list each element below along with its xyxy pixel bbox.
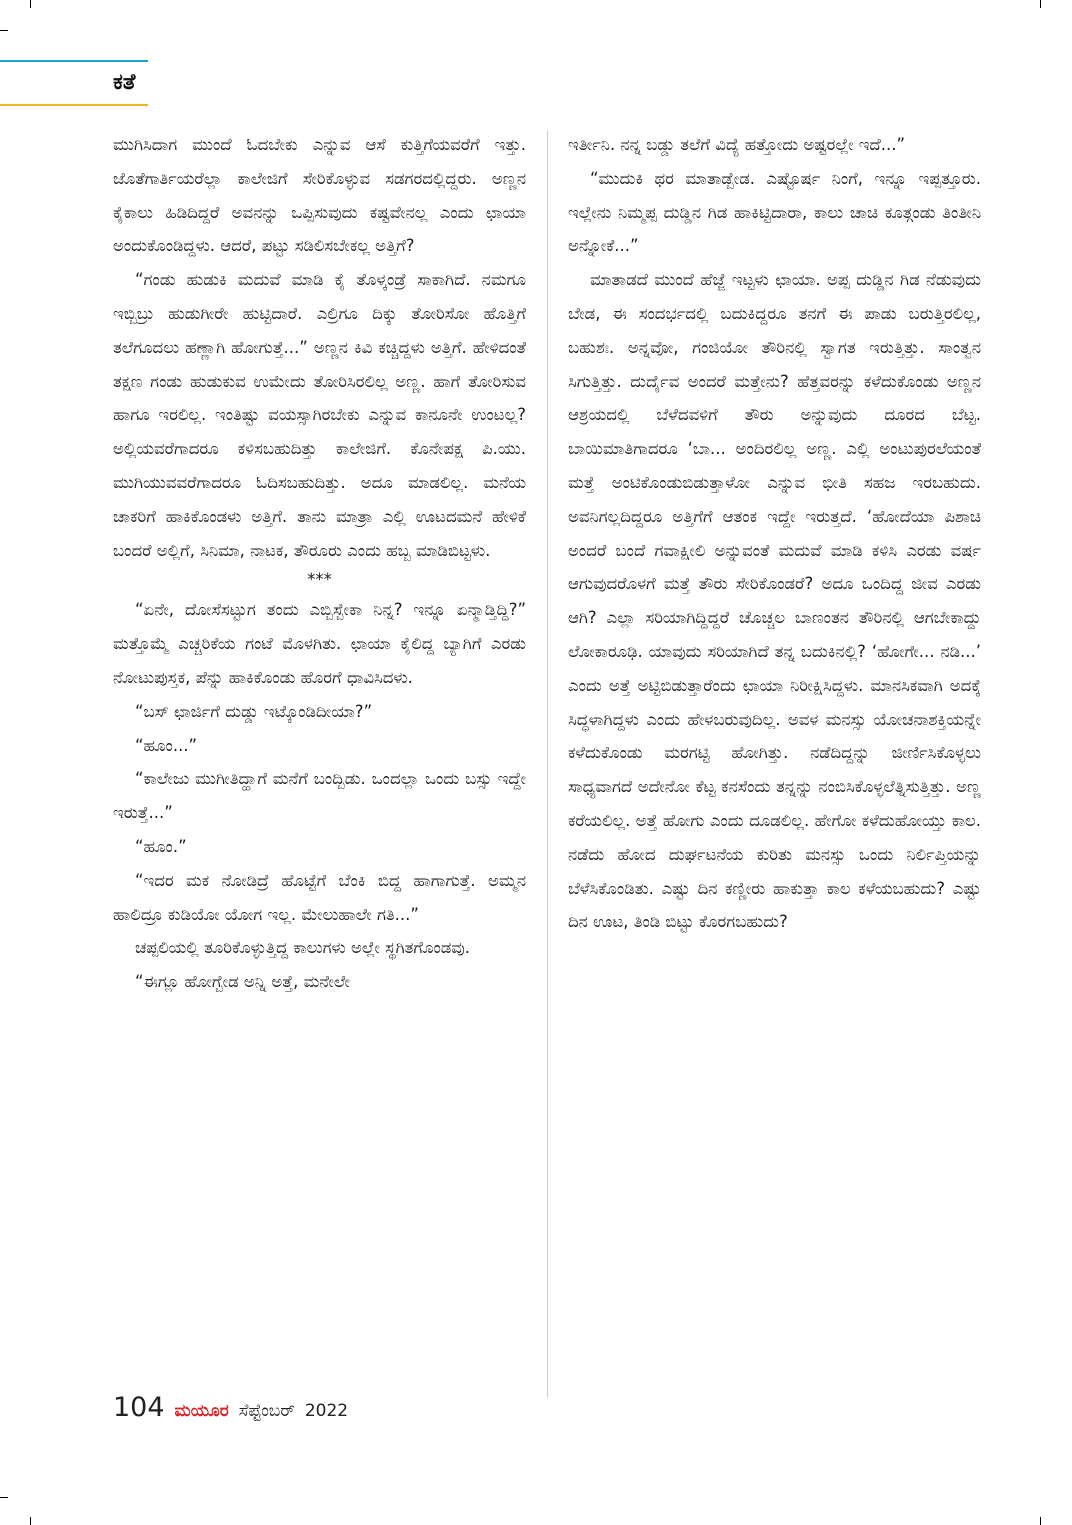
column-divider: [547, 130, 548, 1398]
paragraph: ಮುಗಿಸಿದಾಗ ಮುಂದೆ ಓದಬೇಕು ಎನ್ನುವ ಆಸೆ ಕುತ್ತಿಗೆಯವರೆಗೆ ಇತ್ತು. ಜೊತೆಗಾರ್ತಿಯರೆಲ್ಲಾ ಕಾಲೇಜಿಗೆ ಸೇರಿಕೊಳ್ಳುವ ಸಡಗರದಲ್ಲಿದ್ದರು. ಅಣ್ಣನ ಕೈಕಾಲು ಹಿಡಿದಿದ್ದರೆ ಅವನನ್ನು ಒಪ್ಪಿಸುವುದು ಕಷ್ಟವೇನಲ್ಲ ಎಂದು ಛಾಯಾ ಅಂದುಕೊಂಡಿದ್ದಳು. ಆದರೆ, ಪಟ್ಟು ಸಡಿಲಿಸಬೇಕಲ್ಲ ಅತ್ತಿಗೆ?: [113, 135, 526, 256]
section-rule-top: [0, 60, 148, 62]
paragraph: “ಇದರ ಮಕ ನೋಡಿದ್ರೆ ಹೊಟ್ಟೆಗೆ ಬೆಂಕಿ ಬಿದ್ದ ಹಾಗಾಗುತ್ತೆ. ಅಮ್ಮನ ಹಾಲಿದ್ರೂ ಕುಡಿಯೋ ಯೋಗ ಇಲ್ಲ. ಮೇಲುಹಾಲೇ ಗತಿ...”: [113, 870, 526, 924]
paragraph: “ಬಸ್ ಛಾರ್ಜಿಗೆ ದುಡ್ಡು ಇಟ್ಕೊಂಡಿದೀಯಾ?”: [135, 701, 373, 721]
page-number: 104: [113, 1392, 165, 1423]
crop-mark: [1040, 0, 1041, 8]
paragraph: “ಈಗ್ಲೂ ಹೋಗ್ಬೇಡ ಅನ್ನಿ ಅತ್ತೆ, ಮನೇಲೇ: [135, 972, 350, 992]
paragraph: “ಹೂಂ.”: [135, 836, 187, 856]
paragraph: ಚಪ್ಪಲಿಯಲ್ಲಿ ತೂರಿಕೊಳ್ಳುತ್ತಿದ್ದ ಕಾಲುಗಳು ಅಲ್ಲೇ ಸ್ಥಗಿತಗೊಂಡವು.: [135, 938, 470, 958]
paragraph: “ಗಂಡು ಹುಡುಕಿ ಮದುವೆ ಮಾಡಿ ಕೈ ತೊಳ್ಕಂಡ್ರೆ ಸಾಕಾಗಿದೆ. ನಮಗೂ ಇಬ್ಬಿಬ್ರು ಹುಡುಗೀರೇ ಹುಟ್ಟಿದಾರೆ. ಎಲ್ರಿಗೂ ದಿಕ್ಕು ತೋರಿಸೋ ಹೊತ್ತಿಗೆ ತಲೆಗೂದಲು ಹಣ್ಣಾಗಿ ಹೋಗುತ್ತೆ...” ಅಣ್ಣನ ಕಿವಿ ಕಚ್ಚಿದ್ದಳು ಅತ್ತಿಗೆ. ಹೇಳಿದಂತೆ ತಕ್ಷಣ ಗಂಡು ಹುಡುಕುವ ಉಮೇದು ತೋರಿಸಿರಲಿಲ್ಲ ಅಣ್ಣ. ಹಾಗೆ ತೋರಿಸುವ ಹಾಗೂ ಇರಲಿಲ್ಲ. ಇಂತಿಷ್ಟು ವಯಸ್ಸಾಗಿರಬೇಕು ಎನ್ನುವ ಕಾನೂನೇ ಉಂಟಲ್ಲ? ಅಲ್ಲಿಯವರೆಗಾದರೂ ಕಳಿಸಬಹುದಿತ್ತು ಕಾಲೇಜಿಗೆ. ಕೊನೇಪಕ್ಷ ಪಿ.ಯು. ಮುಗಿಯುವವರೆಗಾದರೂ ಓದಿಸಬಹುದಿತ್ತು. ಅದೂ ಮಾಡಲಿಲ್ಲ. ಮನೆಯ ಚಾಕರಿಗೆ ಹಾಕಿಕೊಂಡಳು ಅತ್ತಿಗೆ. ತಾನು ಮಾತ್ರಾ ಎಲ್ಲಿ ಊಟದಮನೆ ಹೇಳಿಕೆ ಬಂದರೆ ಅಲ್ಲಿಗೆ, ಸಿನಿಮಾ, ನಾಟಕ, ತೌರೂರು ಎಂದು ಹಬ್ಬ ಮಾಡಿಬಿಟ್ಟಳು.: [113, 270, 526, 560]
page-footer: [113, 1392, 348, 1423]
crop-mark: [30, 0, 31, 8]
crop-mark: [0, 30, 8, 31]
paragraph: ಇರ್ತೀನಿ. ನನ್ನ ಬಡ್ಡು ತಲೆಗೆ ವಿದ್ಯೆ ಹತ್ತೋದು ಅಷ್ಟರಲ್ಲೇ ಇದೆ...”: [568, 135, 906, 154]
section-rule-bottom: [0, 104, 148, 106]
paragraph: ಮಾತಾಡದೆ ಮುಂದೆ ಹೆಜ್ಜೆ ಇಟ್ಟಳು ಛಾಯಾ. ಅಪ್ಪ ದುಡ್ಡಿನ ಗಿಡ ನೆಡುವುದು ಬೇಡ, ಈ ಸಂದರ್ಭದಲ್ಲಿ ಬದುಕಿದ್ದರೂ ತನಗೆ ಈ ಪಾಡು ಬರುತ್ತಿರಲಿಲ್ಲ, ಬಹುಶಃ. ಅನ್ನವೋ, ಗಂಜಿಯೋ ತೌರಿನಲ್ಲಿ ಸ್ವಾಗತ ಇರುತ್ತಿತ್ತು. ಸಾಂತ್ವನ ಸಿಗುತ್ತಿತ್ತು. ದುರ್ದೈವ ಅಂದರೆ ಮತ್ತೇನು? ಹೆತ್ತವರನ್ನು ಕಳೆದುಕೊಂಡು ಅಣ್ಣನ ಆಶ್ರಯದಲ್ಲಿ ಬೆಳೆದವಳಿಗೆ ತೌರು ಅನ್ನುವುದು ದೂರದ ಬೆಟ್ಟ. ಬಾಯಿಮಾತಿಗಾದರೂ ‘ಬಾ... ಅಂದಿರಲಿಲ್ಲ ಅಣ್ಣ. ಎಲ್ಲಿ ಅಂಟುಪುರಲೆಯಂತೆ ಮತ್ತೆ ಅಂಟಿಕೊಂಡುಬಿಡುತ್ತಾಳೋ ಎನ್ನುವ ಭೀತಿ ಸಹಜ ಇರಬಹುದು. ಅವನಿಗಲ್ಲದಿದ್ದರೂ ಅತ್ತಿಗೆಗೆ ಆತಂಕ ಇದ್ದೇ ಇರುತ್ತದೆ. ‘ಹೋದೆಯಾ ಪಿಶಾಚಿ ಅಂದರೆ ಬಂದೆ ಗವಾಕ್ಷೀಲಿ ಅನ್ನುವಂತೆ ಮದುವೆ ಮಾಡಿ ಕಳಿಸಿ ಎರಡು ವರ್ಷ ಆಗುವುದರೊಳಗೆ ಮತ್ತೆ ತೌರು ಸೇರಿಕೊಂಡರೆ? ಅದೂ ಒಂದಿದ್ದ ಜೀವ ಎರಡು ಆಗಿ? ಎಲ್ಲಾ ಸರಿಯಾಗಿದ್ದಿದ್ದರೆ ಚೊಚ್ಚಲ ಬಾಣಂತನ ತೌರಿನಲ್ಲಿ ಆಗಬೇಕಾದ್ದು ಲೋಕಾರೂಢಿ. ಯಾವುದು ಸರಿಯಾಗಿದೆ ತನ್ನ ಬದುಕಿನಲ್ಲಿ? ‘ಹೋಗೇ... ನಡಿ...’ ಎಂದು ಅತ್ತೆ ಅಟ್ಟಿಬಿಡುತ್ತಾರೆಂದು ಛಾಯಾ ನಿರೀಕ್ಷಿಸಿದ್ದಳು. ಮಾನಸಿಕವಾಗಿ ಅದಕ್ಕೆ ಸಿದ್ಧಳಾಗಿದ್ದಳು ಎಂದು ಹೇಳಬರುವುದಿಲ್ಲ. ಅವಳ ಮನಸ್ಸು ಯೋಚನಾಶಕ್ತಿಯನ್ನೇ ಕಳೆದುಕೊಂಡು ಮರಗಟ್ಟಿ ಹೋಗಿತ್ತು. ನಡೆದಿದ್ದನ್ನು ಜೀರ್ಣಿಸಿಕೊಳ್ಳಲು ಸಾಧ್ಯವಾಗದೆ ಅದೇನೋ ಕೆಟ್ಟ ಕನಸೆಂದು ತನ್ನನ್ನು ನಂಬಿಸಿಕೊಳ್ಳಲೆತ್ನಿಸುತ್ತಿತ್ತು. ಅಣ್ಣ ಕರೆಯಲಿಲ್ಲ. ಅತ್ತೆ ಹೋಗು ಎಂದು ದೂಡಲಿಲ್ಲ. ಹೇಗೋ ಕಳೆದುಹೋಯ್ತು ಕಾಲ. ನಡೆದು ಹೋದ ದುರ್ಘಟನೆಯ ಕುರಿತು ಮನಸ್ಸು ಒಂದು ನಿರ್ಲಿಪ್ತಿಯನ್ನು ಬೆಳೆಸಿಕೊಂಡಿತು. ಎಷ್ಟು ದಿನ ಕಣ್ಣೀರು ಹಾಕುತ್ತಾ ಕಾಲ ಕಳೆಯಬಹುದು? ಎಷ್ಟು ದಿನ ಊಟ, ತಿಂಡಿ ಬಿಟ್ಟು ಕೊರಗಬಹುದು?: [568, 270, 981, 932]
paragraph: “ಮುದುಕಿ ಥರ ಮಾತಾಡ್ಬೇಡ. ಎಷ್ಟೊರ್ಷ ನಿಂಗೆ, ಇನ್ನೂ ಇಪ್ಪತ್ತೂರು. ಇಲ್ಲೇನು ನಿಮ್ಮಪ್ಪ ದುಡ್ಡಿನ ಗಿಡ ಹಾಕಿಟ್ಟಿದಾರಾ, ಕಾಲು ಚಾಚಿ ಕೂತ್ಗಂಡು ತಿಂತೀನಿ ಅನ್ನೋಕೆ...”: [568, 168, 981, 256]
crop-mark: [1040, 1517, 1041, 1525]
right-column: [568, 128, 981, 939]
magazine-logo: ಮಯೂರ: [174, 1401, 229, 1421]
issue-month: ಸೆಪ್ಟೆಂಬರ್: [238, 1401, 295, 1421]
crop-mark: [0, 1497, 8, 1498]
paragraph: “ಹೂಂ...”: [135, 735, 198, 755]
left-column: [113, 128, 526, 999]
issue-year: 2022: [304, 1401, 349, 1421]
paragraph: “ಕಾಲೇಜು ಮುಗೀತಿದ್ಹಾಗೆ ಮನೆಗೆ ಬಂದ್ಬಿಡು. ಒಂದಲ್ಲಾ ಒಂದು ಬಸ್ಸು ಇದ್ದೇ ಇರುತ್ತೆ...”: [113, 769, 526, 823]
paragraph: “ಏನೇ, ದೋಸೆಸಟ್ಟುಗ ತಂದು ಎಬ್ಬಿಸ್ಬೇಕಾ ನಿನ್ನ? ಇನ್ನೂ ಏನ್ಮಾಡ್ತಿದ್ದಿ?” ಮತ್ತೊಮ್ಮೆ ಎಚ್ಚರಿಕೆಯ ಗಂಟೆ ಮೊಳಗಿತು. ಛಾಯಾ ಕೈಲಿದ್ದ ಬ್ಯಾಗಿಗೆ ಎರಡು ನೋಟುಪುಸ್ತಕ, ಪೆನ್ನು ಹಾಕಿಕೊಂಡು ಹೊರಗೆ ಧಾವಿಸಿದಳು.: [113, 600, 526, 687]
section-break: ***: [307, 570, 332, 590]
crop-mark: [30, 1517, 31, 1525]
section-title: ಕತೆ: [113, 70, 136, 95]
